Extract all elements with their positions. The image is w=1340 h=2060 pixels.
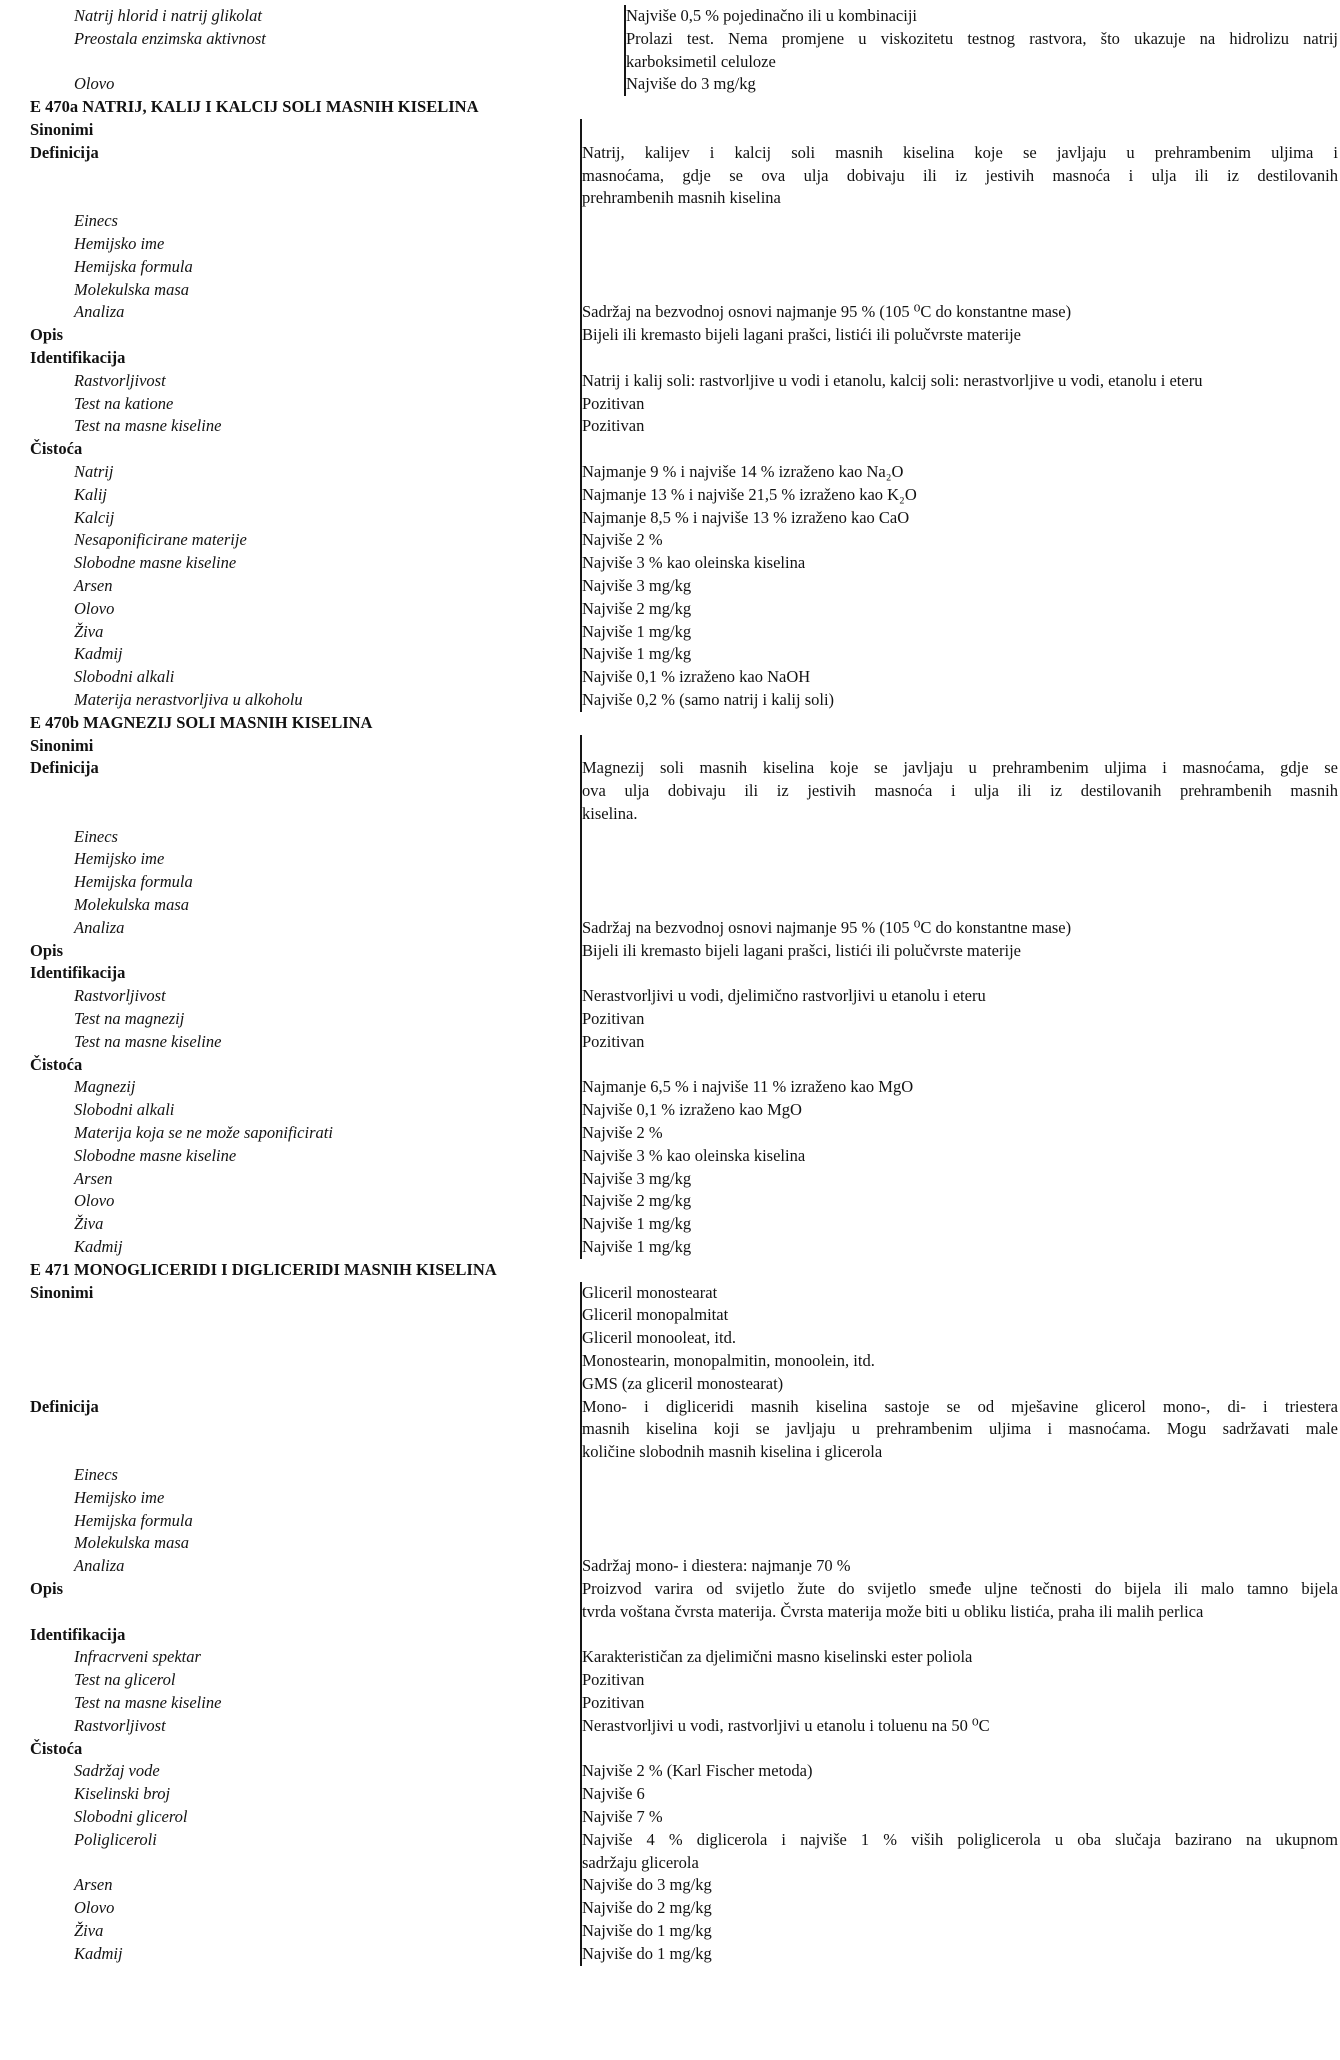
spec-row [0, 1738, 1338, 1761]
row-label: Čistoća [30, 1054, 83, 1074]
value-line: Prolazi test. Nema promjene u viskozitetu testnog rastvora, što ukazuje na hidrolizu natrij [626, 28, 1338, 48]
value-line: Natrij, kalijev i kalcij soli masnih kiselina koje se javljaju u prehrambenim uljima i [582, 142, 1338, 162]
spec-row [0, 575, 1338, 598]
spec-row [0, 28, 1338, 74]
spec-row [0, 985, 1338, 1008]
spec-row [0, 301, 1338, 324]
row-value: Sadržaj mono- i diestera: najmanje 70 % [581, 1555, 1338, 1578]
row-value: Najviše do 3 mg/kg [625, 73, 1338, 96]
row-value [581, 233, 1338, 256]
row-label: Infracrveni spektar [74, 1647, 201, 1667]
spec-row [0, 347, 1338, 370]
row-label: Definicija [30, 142, 99, 162]
spec-row [0, 894, 1338, 917]
row-label: Test na magnezij [74, 1009, 185, 1029]
row-value [581, 1396, 1338, 1464]
row-value: Pozitivan [581, 1031, 1338, 1054]
row-label: Test na masne kiseline [74, 1031, 222, 1051]
spec-row [0, 1236, 1338, 1259]
value-line: masnoćama, gdje se ova ulja dobivaju ili iz jestivih masnoća i ulja ili iz destilovanih [582, 165, 1338, 185]
spec-row [0, 1783, 1338, 1806]
row-label: Arsen [74, 1168, 113, 1188]
spec-row [0, 689, 1338, 712]
spec-row [0, 1760, 1338, 1783]
row-value: Najviše 2 % [581, 1122, 1338, 1145]
row-value: Najviše 6 [581, 1783, 1338, 1806]
value-line: karboksimetil celuloze [626, 51, 776, 71]
row-label: Olovo [74, 1898, 115, 1918]
spec-row [0, 598, 1338, 621]
spec-row [0, 279, 1338, 302]
section-table [0, 119, 1338, 712]
spec-row [0, 1829, 1338, 1875]
row-label: Einecs [74, 826, 118, 846]
row-label: Analiza [74, 1556, 125, 1576]
value-line: ova ulja dobivaju ili iz jestivih masnoća i ulja ili iz destilovanih prehrambenih masnih [582, 781, 1338, 801]
row-value: Najviše 0,1 % izraženo kao MgO [581, 1099, 1338, 1122]
row-label: Sinonimi [30, 735, 94, 755]
section-header: E 470b MAGNEZIJ SOLI MASNIH KISELINA [30, 712, 373, 732]
row-label: Natrij [74, 461, 114, 481]
spec-row [0, 1578, 1338, 1624]
row-value [581, 279, 1338, 302]
spec-row [0, 1646, 1338, 1669]
row-value [581, 1738, 1338, 1761]
row-value [581, 1510, 1338, 1533]
row-value: Nerastvorljivi u vodi, djelimično rastvorljivi u etanolu i eteru [581, 985, 1338, 1008]
spec-row [0, 826, 1338, 849]
row-value: Najviše do 3 mg/kg [581, 1874, 1338, 1897]
row-value: Najviše 3 % kao oleinska kiselina [581, 1145, 1338, 1168]
row-label: Test na masne kiseline [74, 1692, 222, 1712]
row-label: Rastvorljivost [74, 986, 166, 1006]
row-label: Nesaponificirane materije [74, 530, 247, 550]
spec-row [0, 1897, 1338, 1920]
spec-row [0, 1874, 1338, 1897]
spec-row [0, 1054, 1338, 1077]
row-value [581, 848, 1338, 871]
row-label: Rastvorljivost [74, 370, 166, 390]
row-label: Arsen [74, 1875, 113, 1895]
row-label: Kalcij [74, 507, 115, 527]
spec-row [0, 1920, 1338, 1943]
row-value: Najviše 2 mg/kg [581, 598, 1338, 621]
section-header: E 470a NATRIJ, KALIJ I KALCIJ SOLI MASNIH KISELINA [30, 97, 479, 117]
row-label: Natrij hlorid i natrij glikolat [74, 6, 262, 25]
row-label: Opis [30, 1578, 64, 1598]
row-value: Najviše 3 mg/kg [581, 1168, 1338, 1191]
row-value [581, 1054, 1338, 1077]
row-value: Najviše 3 mg/kg [581, 575, 1338, 598]
value-line: Gliceril monopalmitat [582, 1305, 729, 1325]
spec-row [0, 643, 1338, 666]
row-value: Nerastvorljivi u vodi, rastvorljivi u etanolu i toluenu na 50 ⁰C [581, 1715, 1338, 1738]
spec-row [0, 1943, 1338, 1966]
row-label: Slobodni glicerol [74, 1806, 188, 1826]
section-table [0, 5, 1338, 96]
row-label: Hemijsko ime [74, 1487, 165, 1507]
row-value [581, 1487, 1338, 1510]
row-value [581, 438, 1338, 461]
row-label: Hemijska formula [74, 1510, 193, 1530]
row-label: Identifikacija [30, 963, 126, 983]
value-line: količine slobodnih masnih kiselina i glicerola [582, 1442, 883, 1462]
spec-row [0, 142, 1338, 210]
spec-row [0, 415, 1338, 438]
section-header: E 471 MONOGLICERIDI I DIGLICERIDI MASNIH KISELINA [30, 1259, 497, 1279]
row-value: Najviše 7 % [581, 1806, 1338, 1829]
row-value: Najviše 1 mg/kg [581, 643, 1338, 666]
spec-row [0, 1076, 1338, 1099]
row-value: Najviše 3 % kao oleinska kiselina [581, 552, 1338, 575]
row-label: Definicija [30, 1396, 99, 1416]
row-label: Olovo [74, 598, 115, 618]
spec-row [0, 1532, 1338, 1555]
spec-row [0, 1168, 1338, 1191]
row-value [581, 1464, 1338, 1487]
row-value [581, 1624, 1338, 1647]
spec-row [0, 438, 1338, 461]
spec-row [0, 848, 1338, 871]
spec-row [0, 962, 1338, 985]
value-line: Gliceril monooleat, itd. [582, 1328, 736, 1348]
spec-row [0, 1487, 1338, 1510]
row-label: Sinonimi [30, 119, 94, 139]
row-value: Najviše do 2 mg/kg [581, 1897, 1338, 1920]
row-label: Einecs [74, 211, 118, 231]
row-value [581, 962, 1338, 985]
value-line: Proizvod varira od svijetlo žute do svijetlo smeđe uljne tečnosti do bijela ili malo tamno bijela [582, 1578, 1338, 1598]
row-label: Sinonimi [30, 1282, 94, 1302]
row-label: Hemijska formula [74, 872, 193, 892]
row-label: Arsen [74, 575, 113, 595]
row-label: Molekulska masa [74, 1533, 190, 1553]
row-label: Magnezij [74, 1077, 136, 1097]
row-value: Najviše 0,1 % izraženo kao NaOH [581, 666, 1338, 689]
spec-row [0, 233, 1338, 256]
spec-row [0, 73, 1338, 96]
spec-row [0, 1213, 1338, 1236]
spec-row [0, 529, 1338, 552]
row-value: Karakterističan za djelimični masno kiselinski ester poliola [581, 1646, 1338, 1669]
row-value: Najmanje 8,5 % i najviše 13 % izraženo kao CaO [581, 507, 1338, 530]
row-label: Olovo [74, 1191, 115, 1211]
row-value [581, 1282, 1338, 1396]
spec-row [0, 552, 1338, 575]
row-value [581, 826, 1338, 849]
row-label: Definicija [30, 758, 99, 778]
row-value: Najviše 2 % (Karl Fischer metoda) [581, 1760, 1338, 1783]
row-label: Materija koja se ne može saponificirati [74, 1123, 333, 1143]
row-value [625, 28, 1338, 74]
row-value [581, 1532, 1338, 1555]
spec-row [0, 1624, 1338, 1647]
row-label: Slobodne masne kiseline [74, 1145, 237, 1165]
row-label: Slobodni alkali [74, 667, 175, 687]
value-line: kiselina. [582, 803, 638, 823]
row-label: Hemijska formula [74, 256, 193, 276]
spec-row [0, 256, 1338, 279]
value-line: sadržaju glicerola [582, 1852, 699, 1872]
row-label: Test na glicerol [74, 1670, 176, 1690]
row-value [581, 735, 1338, 758]
spec-row [0, 484, 1338, 507]
row-label: Identifikacija [30, 347, 126, 367]
spec-row [0, 871, 1338, 894]
row-value: Najmanje 13 % i najviše 21,5 % izraženo kao K₂O [581, 484, 1338, 507]
row-label: Kiselinski broj [74, 1784, 171, 1804]
row-label: Sadržaj vode [74, 1761, 160, 1781]
row-label: Čistoća [30, 439, 83, 459]
spec-row [0, 461, 1338, 484]
spec-row [0, 1282, 1338, 1396]
row-label: Slobodni alkali [74, 1100, 175, 1120]
row-label: Analiza [74, 302, 125, 322]
row-label: Slobodne masne kiseline [74, 553, 237, 573]
row-value: Bijeli ili kremasto bijeli lagani prašci, listići ili polučvrste materije [581, 940, 1338, 963]
row-value [581, 119, 1338, 142]
spec-row [0, 1692, 1338, 1715]
row-value: Najmanje 6,5 % i najviše 11 % izraženo kao MgO [581, 1076, 1338, 1099]
row-label: Kadmij [74, 1237, 123, 1257]
value-line: prehrambenih masnih kiselina [582, 188, 781, 208]
spec-row [0, 324, 1338, 347]
row-value [581, 757, 1338, 825]
row-label: Živa [74, 621, 104, 641]
value-line: tvrda voštana čvrsta materija. Čvrsta materija može biti u obliku listića, praha ili malih perlica [582, 1601, 1204, 1621]
spec-row [0, 1555, 1338, 1578]
spec-row [0, 1122, 1338, 1145]
spec-row [0, 917, 1338, 940]
row-value [581, 871, 1338, 894]
row-value: Najviše 2 % [581, 529, 1338, 552]
value-line: GMS (za gliceril monostearat) [582, 1373, 784, 1393]
row-label: Einecs [74, 1465, 118, 1484]
value-line: Monostearin, monopalmitin, monoolein, itd. [582, 1351, 875, 1371]
row-label: Olovo [74, 74, 115, 94]
spec-row [0, 940, 1338, 963]
spec-row [0, 1190, 1338, 1213]
row-value: Bijeli ili kremasto bijeli lagani prašci, listići ili polučvrste materije [581, 324, 1338, 347]
row-label: Test na katione [74, 393, 174, 413]
spec-row [0, 1145, 1338, 1168]
spec-row [0, 507, 1338, 530]
row-value: Pozitivan [581, 1692, 1338, 1715]
spec-row [0, 119, 1338, 142]
section-table [0, 1282, 1338, 1966]
value-line: Mono- i digliceridi masnih kiselina sastoje se od mješavine glicerol mono-, di- i triestera [582, 1396, 1338, 1416]
spec-row [0, 757, 1338, 825]
row-value [581, 1829, 1338, 1875]
row-value [581, 1578, 1338, 1624]
row-value [581, 256, 1338, 279]
spec-row [0, 1669, 1338, 1692]
row-value: Najviše do 1 mg/kg [581, 1943, 1338, 1966]
value-line: Najviše 4 % diglicerola i najviše 1 % viših poliglicerola u oba slučaja bazirano na ukupnom [582, 1829, 1338, 1849]
row-value [581, 894, 1338, 917]
value-line: Magnezij soli masnih kiselina koje se javljaju u prehrambenim uljima i masnoćama, gdje se [582, 758, 1338, 778]
spec-row [0, 1396, 1338, 1464]
row-label: Test na masne kiseline [74, 416, 222, 436]
row-label: Materija nerastvorljiva u alkoholu [74, 689, 303, 709]
row-value: Sadržaj na bezvodnoj osnovi najmanje 95 % (105 ⁰C do konstantne mase) [581, 301, 1338, 324]
spec-row [0, 1715, 1338, 1738]
row-label: Opis [30, 325, 64, 345]
row-label: Kalij [74, 484, 108, 504]
value-line: Gliceril monostearat [582, 1282, 718, 1302]
row-value: Najviše 2 mg/kg [581, 1190, 1338, 1213]
spec-row [0, 370, 1338, 393]
spec-row [0, 1510, 1338, 1533]
row-label: Molekulska masa [74, 279, 190, 299]
spec-row [0, 666, 1338, 689]
row-label: Identifikacija [30, 1624, 126, 1644]
row-label: Živa [74, 1920, 104, 1940]
row-value: Najmanje 9 % i najviše 14 % izraženo kao Na₂O [581, 461, 1338, 484]
row-label: Rastvorljivost [74, 1715, 166, 1735]
row-label: Hemijsko ime [74, 233, 165, 253]
row-label: Živa [74, 1214, 104, 1234]
row-value: Pozitivan [581, 1669, 1338, 1692]
spec-row [0, 393, 1338, 416]
row-value [581, 210, 1338, 233]
row-label: Preostala enzimska aktivnost [74, 28, 266, 48]
spec-row [0, 735, 1338, 758]
row-label: Hemijsko ime [74, 849, 165, 869]
row-label: Čistoća [30, 1738, 83, 1758]
row-label: Kadmij [74, 644, 123, 664]
row-value [581, 347, 1338, 370]
row-value: Natrij i kalij soli: rastvorljive u vodi i etanolu, kalcij soli: nerastvorljive u vodi, etanolu i eteru [581, 370, 1338, 393]
row-value: Najviše 1 mg/kg [581, 1213, 1338, 1236]
row-label: Molekulska masa [74, 895, 190, 915]
spec-row [0, 210, 1338, 233]
row-value: Najviše 0,5 % pojedinačno ili u kombinaciji [625, 5, 1338, 28]
spec-row [0, 621, 1338, 644]
row-value [581, 142, 1338, 210]
row-value: Najviše do 1 mg/kg [581, 1920, 1338, 1943]
row-value: Najviše 0,2 % (samo natrij i kalij soli) [581, 689, 1338, 712]
row-label: Poligliceroli [74, 1829, 157, 1849]
row-value: Pozitivan [581, 393, 1338, 416]
row-value: Najviše 1 mg/kg [581, 1236, 1338, 1259]
row-value: Najviše 1 mg/kg [581, 621, 1338, 644]
row-label: Opis [30, 940, 64, 960]
row-value: Pozitivan [581, 415, 1338, 438]
section-table [0, 735, 1338, 1259]
row-value: Pozitivan [581, 1008, 1338, 1031]
value-line: masnih kiselina koji se javljaju u prehrambenim uljima i masnoćama. Mogu sadržavati male [582, 1419, 1338, 1439]
spec-row [0, 1806, 1338, 1829]
spec-row [0, 1031, 1338, 1054]
row-label: Analiza [74, 917, 125, 937]
spec-row [0, 1464, 1338, 1487]
row-value: Sadržaj na bezvodnoj osnovi najmanje 95 % (105 ⁰C do konstantne mase) [581, 917, 1338, 940]
spec-row [0, 5, 1338, 28]
spec-row [0, 1099, 1338, 1122]
row-label: Kadmij [74, 1943, 123, 1963]
spec-row [0, 1008, 1338, 1031]
